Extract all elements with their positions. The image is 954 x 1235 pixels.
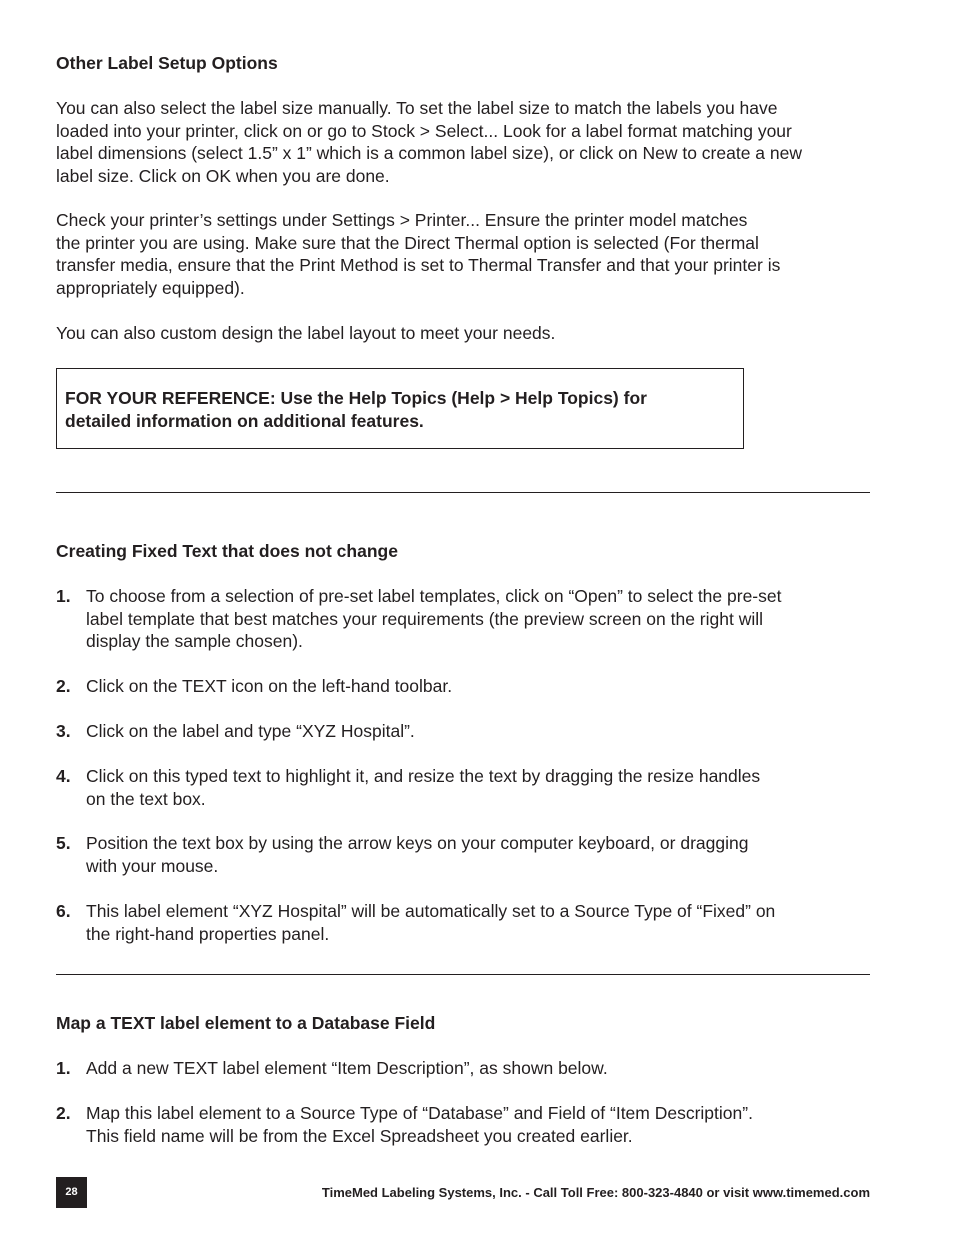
section-divider xyxy=(56,974,870,975)
text-line: Click on this typed text to highlight it, and resize the text by dragging the resize handles xyxy=(86,766,761,786)
text-line: Map this label element to a Source Type of “Database” and Field of “Item Description”. xyxy=(86,1103,753,1123)
reference-box xyxy=(56,368,744,449)
text-line: This label element “XYZ Hospital” will be automatically set to a Source Type of “Fixed” on xyxy=(86,901,776,921)
section-heading-map-database: Map a TEXT label element to a Database Field xyxy=(56,1013,436,1033)
list-item xyxy=(56,585,870,653)
text-line: label size. Click on OK when you are done. xyxy=(56,165,390,186)
list-item xyxy=(56,900,870,945)
list-item xyxy=(56,1057,870,1080)
step-text xyxy=(86,832,870,877)
text-line: the right-hand properties panel. xyxy=(86,923,330,944)
list-item xyxy=(56,832,870,877)
step-number: 2. xyxy=(56,676,71,696)
text-line: Click on the label and type “XYZ Hospital”. xyxy=(86,721,415,741)
step-text xyxy=(86,585,870,653)
footer-contact-text: TimeMed Labeling Systems, Inc. - Call Toll Free: 800-323-4840 or visit www.timemed.com xyxy=(321,1185,870,1200)
step-text xyxy=(86,1057,870,1080)
reference-text-line: detailed information on additional features. xyxy=(65,410,424,431)
section-heading-fixed-text: Creating Fixed Text that does not change xyxy=(56,541,398,561)
text-line: appropriately equipped). xyxy=(56,277,245,298)
page-number-badge: 28 xyxy=(56,1177,87,1208)
text-line: on the text box. xyxy=(86,788,206,809)
reference-text-line: FOR YOUR REFERENCE: Use the Help Topics (Help > Help Topics) for xyxy=(65,388,647,408)
section-heading-other-label-setup: Other Label Setup Options xyxy=(56,53,278,73)
step-number: 4. xyxy=(56,766,71,786)
list-item xyxy=(56,675,870,698)
paragraph-printer-settings xyxy=(56,209,780,299)
text-line: the printer you are using. Make sure that the Direct Thermal option is selected (For thermal xyxy=(56,232,759,253)
paragraph-label-size xyxy=(56,97,802,187)
step-text xyxy=(86,1102,870,1147)
step-text xyxy=(86,720,870,743)
step-number: 1. xyxy=(56,1058,71,1078)
text-line: transfer media, ensure that the Print Method is set to Thermal Transfer and that your printer is xyxy=(56,255,781,275)
text-line: Click on the TEXT icon on the left-hand toolbar. xyxy=(86,676,453,696)
step-number: 2. xyxy=(56,1103,71,1123)
text-line: You can also select the label size manually. To set the label size to match the labels you have xyxy=(56,98,778,118)
section-divider xyxy=(56,492,870,493)
text-line: To choose from a selection of pre-set label templates, click on “Open” to select the pre-set xyxy=(86,586,782,606)
paragraph-custom-design: You can also custom design the label layout to meet your needs. xyxy=(56,323,556,343)
step-number: 5. xyxy=(56,833,71,853)
text-line: Add a new TEXT label element “Item Description”, as shown below. xyxy=(86,1058,608,1078)
step-number: 3. xyxy=(56,721,71,741)
list-item xyxy=(56,1102,870,1147)
text-line: label dimensions (select 1.5” x 1” which is a common label size), or click on New to create a new xyxy=(56,143,803,163)
text-line: This field name will be from the Excel Spreadsheet you created earlier. xyxy=(86,1125,633,1146)
step-text xyxy=(86,675,870,698)
text-line: display the sample chosen). xyxy=(86,631,303,651)
step-number: 1. xyxy=(56,586,71,606)
text-line: Position the text box by using the arrow keys on your computer keyboard, or dragging xyxy=(86,833,749,853)
text-line: loaded into your printer, click on or go to Stock > Select... Look for a label format matching your xyxy=(56,120,792,141)
step-text xyxy=(86,765,870,810)
step-number: 6. xyxy=(56,901,71,921)
text-line: with your mouse. xyxy=(86,855,219,876)
list-item xyxy=(56,720,870,743)
list-item xyxy=(56,765,870,810)
text-line: Check your printer’s settings under Settings > Printer... Ensure the printer model matches xyxy=(56,210,748,230)
text-line: label template that best matches your requirements (the preview screen on the right will xyxy=(86,608,763,629)
step-text xyxy=(86,900,870,945)
